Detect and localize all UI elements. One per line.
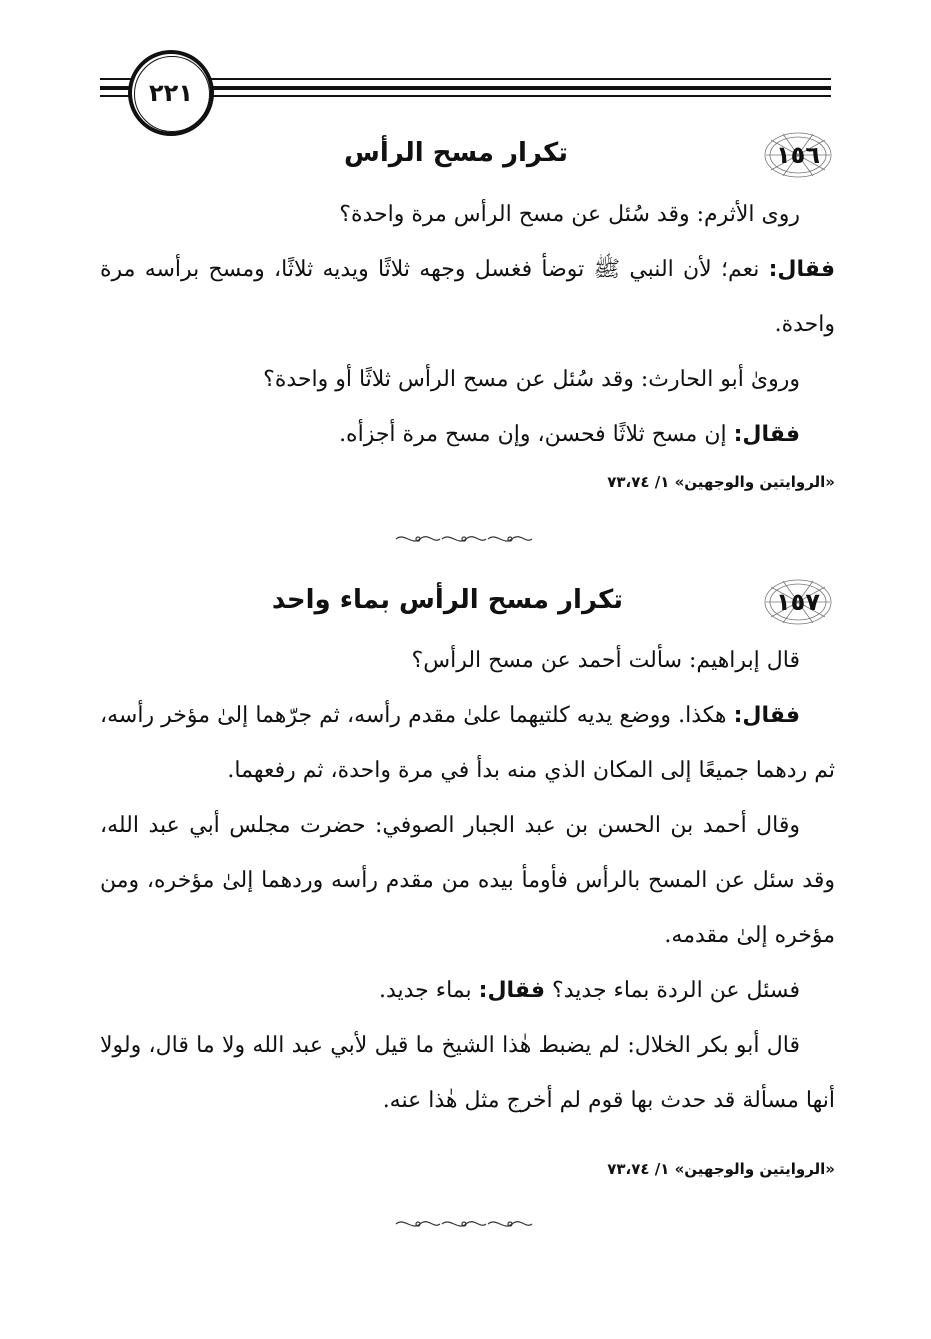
floral-divider-icon: [394, 532, 534, 546]
paragraph: [100, 187, 835, 242]
paragraph-text: وقال أحمد بن الحسن بن عبد الجبار الصوفي: حضرت مجلس أبي عبد الله، وقد سئل عن المسح بالرأس فأومأ بيده من مقدم رأسه وردهما إلىٰ مؤخره، ومن مؤخره إلىٰ مقدمه.: [100, 813, 835, 948]
paragraph: [100, 352, 835, 407]
citation: «الروايتين والوجهين» ١/ ٧٣،٧٤: [607, 473, 835, 491]
paragraph-text: إن مسح ثلاثًا فحسن، وإن مسح مرة أجزأه.: [339, 422, 727, 447]
speaker-label: فقال:: [733, 422, 800, 447]
section-title: تكرار مسح الرأس بماء واحد: [271, 585, 623, 615]
paragraph: [100, 688, 835, 798]
paragraph-text: نعم؛ لأن النبي ﷺ توضأ فغسل وجهه ثلاثًا ويديه ثلاثًا، ومسح برأسه مرة واحدة.: [100, 257, 835, 337]
paragraph-text: ورویٰ أبو الحارث: وقد سُئل عن مسح الرأس ثلاثًا أو واحدة؟: [263, 367, 800, 392]
paragraph-text: قال إبراهيم: سألت أحمد عن مسح الرأس؟: [411, 648, 800, 673]
paragraph: [100, 242, 835, 352]
section-number: ١٥٦: [776, 141, 820, 169]
page-number-ring: [134, 56, 210, 132]
paragraph-text: روى الأثرم: وقد سُئل عن مسح الرأس مرة واحدة؟: [339, 202, 800, 227]
speaker-label: فقال:: [733, 703, 800, 728]
paragraph: [100, 963, 835, 1018]
paragraph-text: بماء جديد.: [378, 978, 472, 1003]
paragraph-text: هكذا. ووضع يديه كلتيهما علىٰ مقدم رأسه، ثم جرّهما إلىٰ مؤخر رأسه، ثم ردهما جميعًا إلى المكان الذي منه بدأ في مرة واحدة، ثم رفعهما.: [100, 703, 835, 783]
section-number-badge: [763, 577, 833, 627]
paragraph: [100, 633, 835, 688]
section-title: تكرار مسح الرأس: [344, 138, 568, 168]
paragraph-text: فسئل عن الردة بماء جديد؟: [552, 978, 800, 1003]
section-header: [98, 128, 833, 184]
section-body: [100, 633, 835, 1128]
paragraph: [100, 407, 835, 462]
citation: «الروايتين والوجهين» ١/ ٧٣،٧٤: [607, 1160, 835, 1178]
floral-divider-icon: [394, 1217, 534, 1231]
paragraph: [100, 1018, 835, 1128]
section-number: ١٥٧: [776, 588, 820, 616]
paragraph: [100, 798, 835, 963]
speaker-label: فقال:: [478, 978, 546, 1003]
page-number-text: ٢٢١: [149, 79, 193, 107]
section-body: [100, 187, 835, 462]
section-header: [98, 575, 833, 631]
paragraph-text: قال أبو بكر الخلال: لم يضبط هٰذا الشيخ ما قيل لأبي عبد الله ولا ما قال، ولولا أنها مسألة قد حدث بها قوم لم أخرج مثل هٰذا عنه.: [100, 1033, 835, 1113]
speaker-label: فقال:: [768, 257, 835, 282]
section-number-badge: [763, 130, 833, 180]
